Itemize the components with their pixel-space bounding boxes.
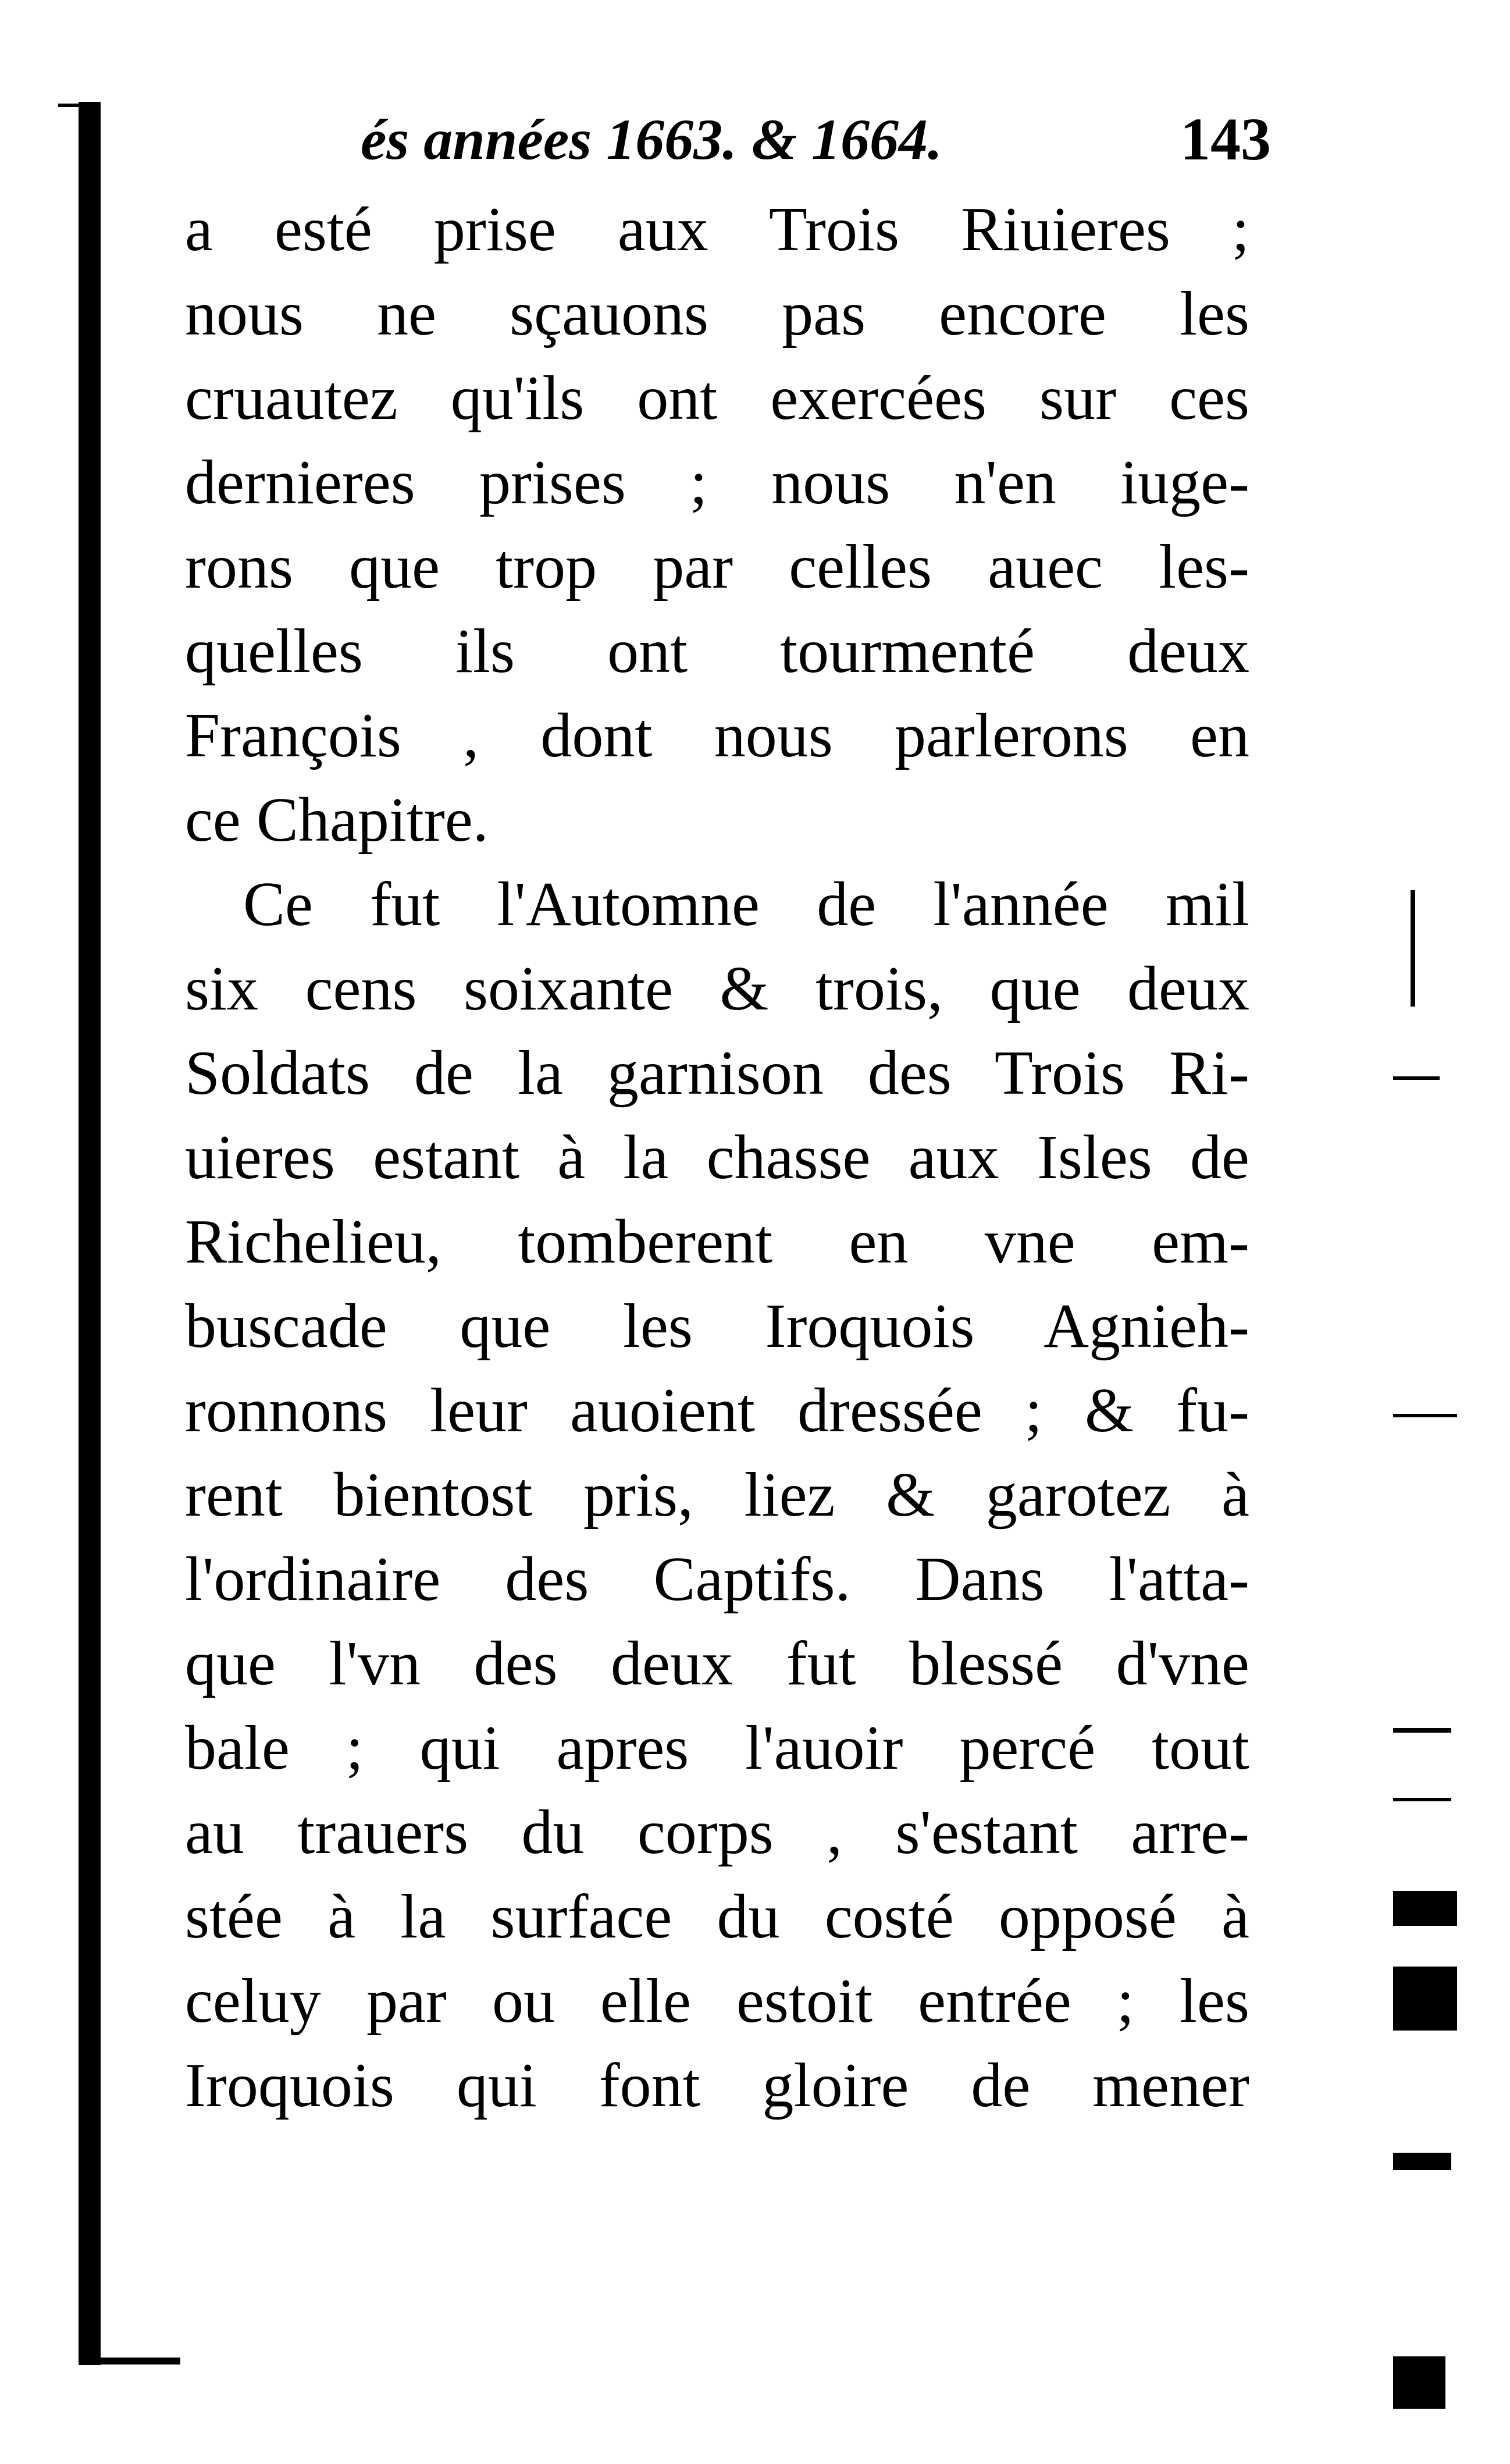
text-line: dernieres prises ; nous n'en iuge- [185,448,1249,517]
binding-rule-foot [93,2358,180,2365]
text-line: Iroquois qui font gloire de mener [185,2051,1249,2120]
text-line: celuy par ou elle estoit entrée ; les [185,1967,1249,2036]
text-line: buscade que les Iroquois Agnieh- [185,1292,1249,1361]
edge-mark [1393,1076,1440,1080]
edge-mark [1393,1967,1457,2031]
text-line: quelles ils ont tourmenté deux [185,617,1249,686]
text-line: Richelieu, tomberent en vne em- [185,1207,1249,1277]
binding-rule [79,102,101,2365]
edge-mark [1393,1414,1457,1417]
body-text [185,187,1249,2212]
text-line: François , dont nous parlerons en [185,701,1249,770]
running-title: és années 1663. & 1664. [361,107,942,172]
text-line: au trauers du corps , s'estant arre- [185,1798,1249,1867]
page-number: 143 [1180,106,1271,173]
text-line: l'ordinaire des Captifs. Dans l'atta- [185,1545,1249,1614]
text-line: six cens soixante & trois, que deux [185,954,1249,1023]
edge-mark [1393,1891,1457,1926]
text-line: Ce fut l'Automne de l'année mil [243,870,1249,939]
text-line: cruautez qu'ils ont exercées sur ces [185,364,1249,433]
text-line: uieres estant à la chasse aux Isles de [185,1123,1249,1192]
edge-mark [1393,2153,1451,2170]
text-line: nous ne sçauons pas encore les [185,279,1249,349]
edge-mark [1393,2356,1445,2409]
page-edge-artifacts [1387,192,1475,2380]
text-line: ce Chapitre. [185,785,489,855]
text-line: rent bientost pris, liez & garotez à [185,1460,1249,1530]
text-line: rons que trop par celles auec les- [185,532,1249,602]
text-line: bale ; qui apres l'auoir percé tout [185,1713,1249,1783]
running-header [361,99,1268,180]
text-line: que l'vn des deux fut blessé d'vne [185,1629,1249,1698]
edge-mark [1393,1728,1451,1733]
edge-mark [1411,890,1415,1007]
text-line: ronnons leur auoient dressée ; & fu- [185,1376,1249,1445]
text-line: stée à la surface du costé opposé à [185,1882,1249,1951]
text-line: a esté prise aux Trois Riuieres ; [185,195,1249,264]
text-line: Soldats de la garnison des Trois Ri- [185,1039,1249,1108]
edge-mark [1393,1798,1451,1801]
